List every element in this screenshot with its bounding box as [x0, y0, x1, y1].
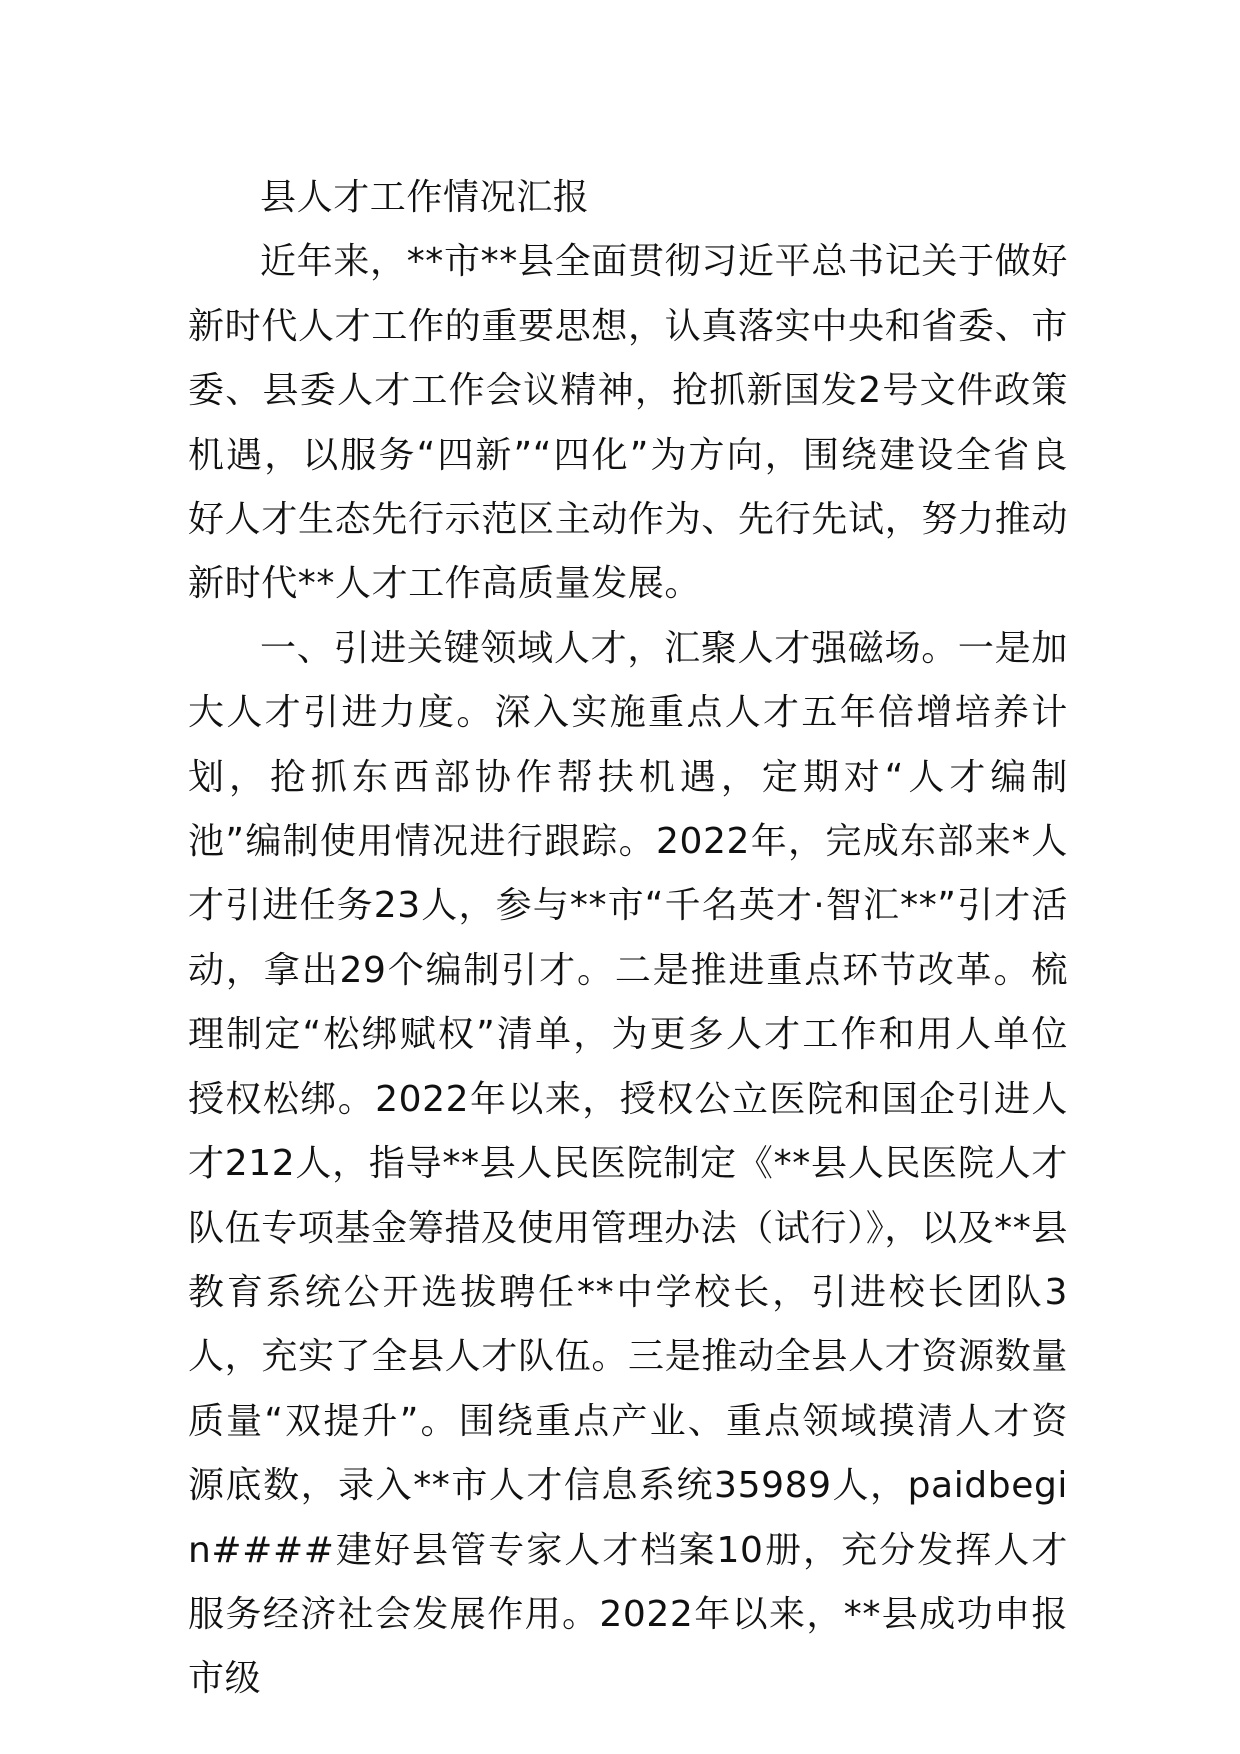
paragraph-intro: 近年来，**市**县全面贯彻习近平总书记关于做好新时代人才工作的重要思想，认真落实中央和省委、市委、县委人才工作会议精神，抢抓新国发2号文件政策机遇，以服务“四新”“四化”为方向，围绕建设全省良好人才生态先行示范区主动作为、先行先试，努力推动新时代**人才工作高质量发展。: [188, 241, 1068, 605]
document-title: 县人才工作情况汇报: [260, 177, 590, 218]
paragraph-section-one: 一、引进关键领域人才，汇聚人才强磁场。一是加大人才引进力度。深入实施重点人才五年倍增培养计划，抢抓东西部协作帮扶机遇，定期对“人才编制池”编制使用情况进行跟踪。2022年，完成东部来*人才引进任务23人，参与**市“千名英才·智汇**”引才活动，拿出29个编制引才。二是推进重点环节改革。梳理制定“松绑赋权”清单，为更多人才工作和用人单位授权松绑。2022年以来，授权公立医院和国企引进人才212人，指导**县人民医院制定《**县人民医院人才队伍专项基金筹措及使用管理办法（试行）》，以及**县教育系统公开选拔聘任**中学校长，引进校长团队3人，充实了全县人才队伍。三是推动全县人才资源数量质量“双提升”。围绕重点产业、重点领域摸清人才资源底数，录入**市人才信息系统35989人，paidbegin####建好县管专家人才档案10册，充分发挥人才服务经济社会发展作用。2022年以来，**县成功申报市级: [188, 627, 1069, 1700]
document-body: [188, 166, 1068, 1712]
